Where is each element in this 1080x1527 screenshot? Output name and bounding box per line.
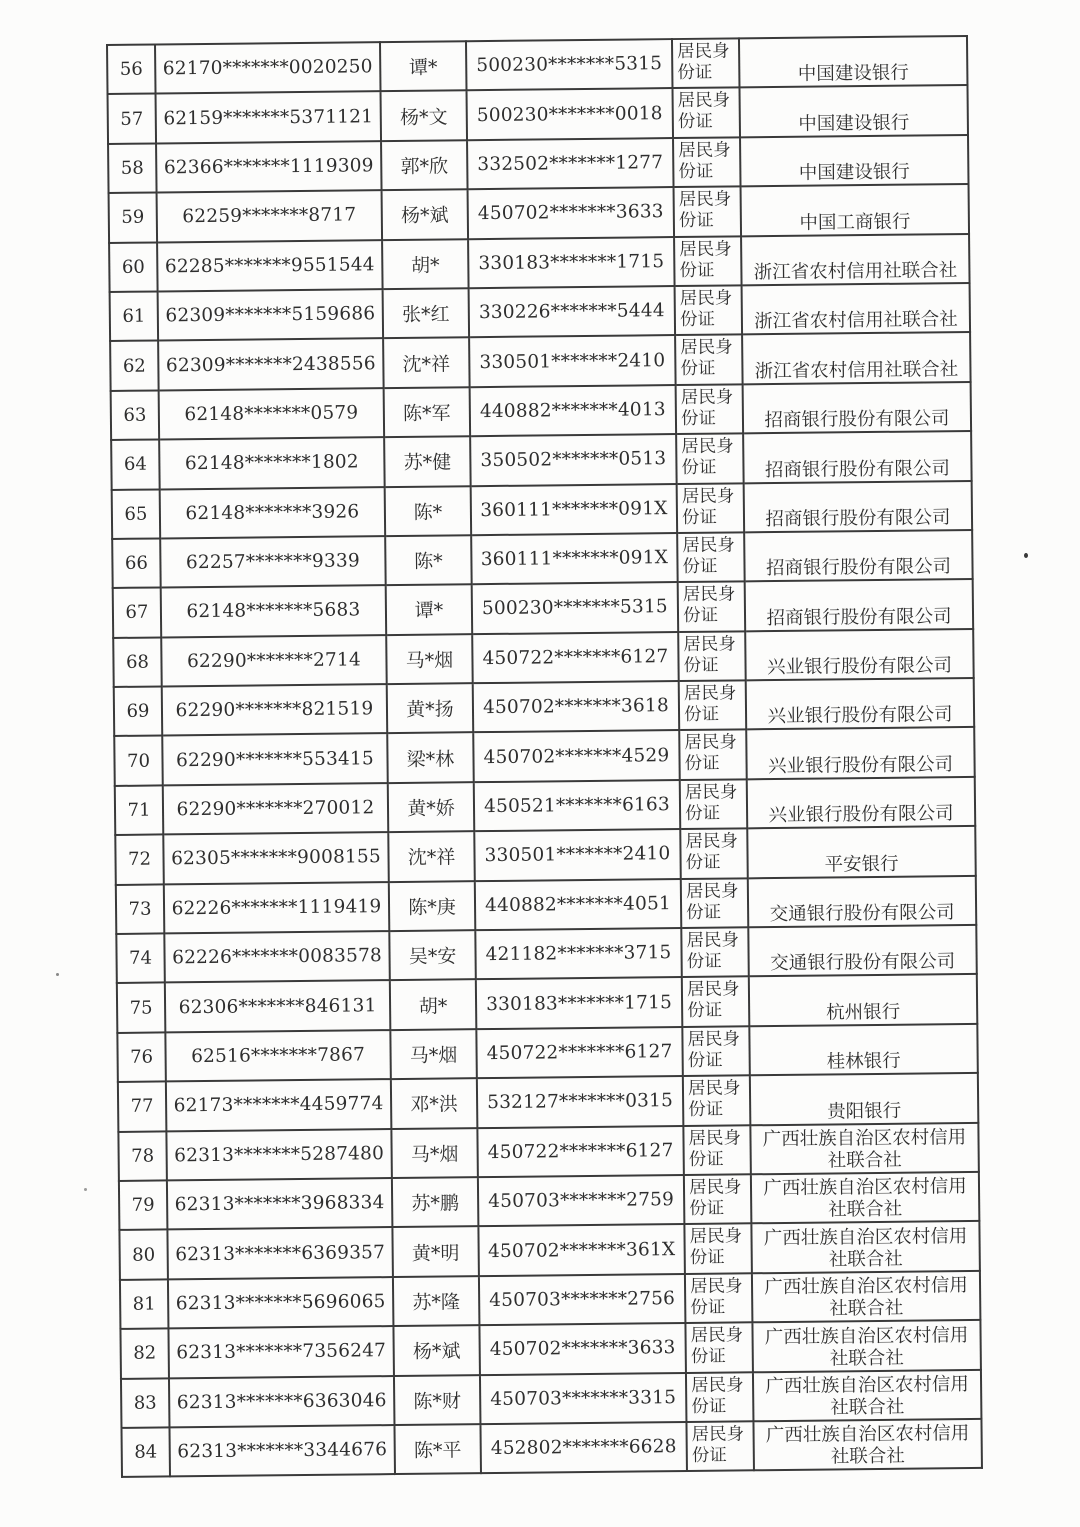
holder-name-cell: 陈*财 <box>394 1375 481 1425</box>
bank-name-cell <box>741 234 970 286</box>
bank-name-text: 广西壮族自治区农村信用社联合社 <box>763 1225 968 1271</box>
card-number-cell: 62290*******553415 <box>162 734 388 786</box>
table-row <box>116 925 976 983</box>
bank-name-cell <box>741 184 970 236</box>
id-number-cell: 500230*******5315 <box>472 582 679 634</box>
holder-name-cell: 苏*隆 <box>393 1276 480 1326</box>
row-number-cell: 63 <box>111 390 160 440</box>
row-number-cell: 79 <box>119 1180 168 1230</box>
card-number-cell: 62173*******4459774 <box>166 1079 392 1131</box>
id-number-cell: 332502*******1277 <box>467 138 674 190</box>
table-row <box>107 36 967 94</box>
id-type-cell: 居民身份证 <box>674 236 742 286</box>
id-number-cell: 450703*******2759 <box>478 1175 685 1227</box>
bank-name-cell <box>753 1369 982 1421</box>
id-type-cell: 居民身份证 <box>678 582 746 632</box>
card-number-cell: 62313*******3968334 <box>167 1178 393 1230</box>
bank-name-text: 兴业银行股份有限公司 <box>767 704 953 728</box>
id-type-cell: 居民身份证 <box>684 1174 752 1224</box>
bank-name-cell <box>745 579 974 631</box>
bank-name-cell <box>748 876 977 928</box>
table-row <box>120 1320 980 1378</box>
id-number-cell: 450722*******6127 <box>476 1027 683 1079</box>
card-number-cell: 62305*******9008155 <box>163 832 389 884</box>
row-number-cell: 58 <box>108 143 157 193</box>
holder-name-cell: 沈*祥 <box>388 831 475 881</box>
bank-name-text: 广西壮族自治区农村信用社联合社 <box>765 1373 969 1419</box>
table-row <box>121 1369 981 1427</box>
bank-name-text: 浙江省农村信用社联合社 <box>754 358 959 382</box>
id-type-cell: 居民身份证 <box>674 187 742 237</box>
bank-name-cell <box>743 382 972 434</box>
bank-name-text: 兴业银行股份有限公司 <box>766 655 953 679</box>
bank-name-cell <box>751 1221 980 1273</box>
card-number-cell: 62148*******1802 <box>159 437 385 489</box>
id-type-cell: 居民身份证 <box>683 1076 751 1126</box>
holder-name-cell: 谭* <box>386 584 473 634</box>
card-number-cell: 62309*******2438556 <box>158 338 384 390</box>
card-number-cell: 62148*******5683 <box>161 585 387 637</box>
table-row <box>118 1073 978 1131</box>
bank-name-text: 招商银行股份有限公司 <box>764 457 951 481</box>
card-number-cell: 62313*******3344676 <box>169 1425 395 1477</box>
row-number-cell: 73 <box>116 884 165 934</box>
bank-name-cell <box>739 85 968 137</box>
id-type-cell: 居民身份证 <box>679 680 747 730</box>
id-type-cell: 居民身份证 <box>675 285 743 335</box>
bank-name-cell <box>745 629 974 681</box>
card-number-cell: 62306*******846131 <box>165 981 391 1033</box>
bank-name-text: 交通银行股份有限公司 <box>770 951 956 975</box>
table-row <box>115 777 975 835</box>
card-number-cell: 62516*******7867 <box>165 1030 391 1082</box>
row-number-cell: 81 <box>120 1279 169 1329</box>
bank-name-text: 兴业银行股份有限公司 <box>768 803 954 827</box>
bank-name-text: 中国建设银行 <box>797 62 909 86</box>
holder-name-cell: 沈*祥 <box>383 338 470 388</box>
holder-name-cell: 梁*林 <box>387 733 474 783</box>
bank-name-cell <box>752 1320 981 1372</box>
id-number-cell: 330501*******2410 <box>469 335 676 387</box>
bank-name-text: 招商银行股份有限公司 <box>766 605 952 629</box>
holder-name-cell: 杨*文 <box>381 91 468 141</box>
id-type-cell: 居民身份证 <box>678 631 746 681</box>
holder-name-cell: 胡* <box>382 239 469 289</box>
card-number-cell: 62226*******1119419 <box>164 882 390 934</box>
bank-name-text: 广西壮族自治区农村信用社联合社 <box>764 1275 968 1320</box>
row-number-cell: 71 <box>115 785 164 835</box>
row-number-cell: 70 <box>114 736 163 786</box>
row-number-cell: 78 <box>118 1131 167 1181</box>
table-row <box>113 629 973 687</box>
id-type-cell: 居民身份证 <box>677 532 745 582</box>
bank-name-cell <box>746 678 975 730</box>
id-number-cell: 450702*******4529 <box>473 731 680 783</box>
table-row <box>109 184 969 242</box>
bank-name-cell <box>749 1024 978 1076</box>
id-number-cell: 360111*******091X <box>471 533 678 585</box>
id-type-cell: 居民身份证 <box>683 1125 751 1175</box>
holder-name-cell: 马*烟 <box>391 1128 478 1178</box>
card-number-cell: 62285*******9551544 <box>157 240 383 292</box>
row-number-cell: 82 <box>120 1329 169 1379</box>
id-number-cell: 450702*******3618 <box>473 681 680 733</box>
bank-name-text: 招商银行股份有限公司 <box>765 556 952 580</box>
id-type-cell: 居民身份证 <box>676 433 744 483</box>
card-number-cell: 62313*******5696065 <box>168 1277 394 1329</box>
id-type-cell: 居民身份证 <box>672 88 740 138</box>
holder-name-cell: 黄*明 <box>392 1227 479 1277</box>
id-type-cell: 居民身份证 <box>686 1372 754 1422</box>
table-row <box>110 283 970 341</box>
card-number-cell: 62259*******8717 <box>157 190 383 242</box>
card-number-cell: 62313*******6363046 <box>169 1376 395 1428</box>
card-number-cell: 62257*******9339 <box>160 536 386 588</box>
table-row <box>111 431 971 489</box>
id-number-cell: 421182*******3715 <box>475 928 682 980</box>
table-body <box>107 36 982 1477</box>
bank-name-cell <box>746 727 975 779</box>
bank-name-cell <box>740 135 969 187</box>
id-number-cell: 450722*******6127 <box>472 632 679 684</box>
bank-name-cell <box>742 283 971 335</box>
table-row <box>117 1024 977 1082</box>
bank-name-text: 浙江省农村信用社联合社 <box>754 309 958 333</box>
card-number-cell: 62226*******0083578 <box>164 931 390 983</box>
bank-name-text: 交通银行股份有限公司 <box>769 902 955 926</box>
row-number-cell: 65 <box>112 489 161 539</box>
table-row <box>115 826 975 884</box>
bank-name-cell <box>743 431 972 483</box>
bank-name-text: 浙江省农村信用社联合社 <box>753 260 958 284</box>
row-number-cell: 59 <box>109 193 158 243</box>
table-row <box>108 85 968 143</box>
row-number-cell: 60 <box>109 242 158 292</box>
holder-name-cell: 马*烟 <box>386 634 473 684</box>
table-row <box>119 1221 979 1279</box>
holder-name-cell: 张*红 <box>383 288 470 338</box>
id-number-cell: 360111*******091X <box>471 484 678 536</box>
id-type-cell: 居民身份证 <box>677 483 745 533</box>
id-type-cell: 居民身份证 <box>679 730 747 780</box>
card-number-cell: 62290*******821519 <box>162 684 388 736</box>
row-number-cell: 64 <box>111 440 160 490</box>
holder-name-cell: 郭*欣 <box>381 140 468 190</box>
row-number-cell: 62 <box>110 341 159 391</box>
bank-name-text: 中国建设银行 <box>798 112 910 135</box>
bank-name-text: 中国建设银行 <box>798 161 910 184</box>
holder-name-cell: 胡* <box>390 980 477 1030</box>
table-row <box>118 1123 978 1181</box>
id-type-cell: 居民身份证 <box>682 1026 750 1076</box>
holder-name-cell: 杨*斌 <box>393 1325 480 1375</box>
id-type-cell: 居民身份证 <box>682 977 750 1027</box>
holder-name-cell: 陈* <box>385 535 472 585</box>
card-number-cell: 62313*******7356247 <box>168 1326 394 1378</box>
id-type-cell: 居民身份证 <box>680 779 748 829</box>
row-number-cell: 74 <box>116 933 165 983</box>
table-row <box>114 727 974 785</box>
row-number-cell: 83 <box>121 1378 170 1428</box>
bank-name-cell <box>750 1073 979 1125</box>
table-row <box>111 382 971 440</box>
id-number-cell: 330226*******5444 <box>469 286 676 338</box>
bank-name-text: 广西壮族自治区农村信用社联合社 <box>765 1423 970 1468</box>
card-number-cell: 62290*******270012 <box>163 783 389 835</box>
bank-name-text: 兴业银行股份有限公司 <box>767 754 954 777</box>
id-number-cell: 500230*******0018 <box>467 88 674 140</box>
bank-name-cell <box>752 1271 981 1323</box>
bank-name-cell <box>742 332 971 384</box>
table-row <box>117 974 977 1032</box>
id-number-cell: 450702*******3633 <box>479 1323 686 1375</box>
id-type-cell: 居民身份证 <box>681 878 749 928</box>
id-type-cell: 居民身份证 <box>672 38 740 88</box>
id-number-cell: 450521*******6163 <box>474 780 681 832</box>
id-type-cell: 居民身份证 <box>686 1421 754 1471</box>
bank-name-cell <box>744 530 973 582</box>
holder-name-cell: 吴*安 <box>389 930 476 980</box>
bank-name-cell <box>744 480 973 532</box>
card-number-cell: 62148*******3926 <box>160 487 386 539</box>
id-number-cell: 440882*******4051 <box>475 879 682 931</box>
holder-name-cell: 苏*鹏 <box>392 1177 479 1227</box>
id-number-cell: 450722*******6127 <box>477 1126 684 1178</box>
id-type-cell: 居民身份证 <box>676 384 744 434</box>
row-number-cell: 66 <box>112 538 161 588</box>
row-number-cell: 69 <box>114 687 163 737</box>
id-number-cell: 500230*******5315 <box>466 39 673 91</box>
table-row <box>113 579 973 637</box>
bank-name-text: 平安银行 <box>824 853 899 876</box>
bank-name-cell <box>753 1419 982 1471</box>
holder-name-cell: 苏*健 <box>384 436 471 486</box>
table-row <box>112 480 972 538</box>
scan-speck <box>56 973 59 976</box>
holder-name-cell: 黄*扬 <box>387 683 474 733</box>
table-row <box>120 1271 980 1329</box>
holder-name-cell: 马*烟 <box>390 1029 477 1079</box>
bank-name-cell <box>739 36 968 88</box>
card-number-cell: 62290*******2714 <box>161 635 387 687</box>
row-number-cell: 61 <box>110 291 159 341</box>
bank-name-text: 中国工商银行 <box>799 211 911 234</box>
id-type-cell: 居民身份证 <box>684 1224 752 1274</box>
bank-name-cell <box>747 777 976 829</box>
card-number-cell: 62148*******0579 <box>159 388 385 440</box>
holder-name-cell: 谭* <box>380 41 467 91</box>
id-number-cell: 450702*******3633 <box>468 187 675 239</box>
bank-name-text: 杭州银行 <box>826 1001 901 1024</box>
bank-name-cell <box>749 974 978 1026</box>
row-number-cell: 77 <box>118 1082 167 1132</box>
table-row <box>121 1419 981 1477</box>
holder-name-cell: 黄*娇 <box>388 782 475 832</box>
bank-name-cell <box>748 925 977 977</box>
holder-name-cell: 陈* <box>385 486 472 536</box>
card-number-cell: 62159*******5371121 <box>156 92 382 144</box>
bank-name-cell <box>747 826 976 878</box>
row-number-cell: 57 <box>108 94 157 144</box>
row-number-cell: 72 <box>115 835 164 885</box>
bank-name-text: 广西壮族自治区农村信用社联合社 <box>762 1127 967 1172</box>
card-number-cell: 62309*******5159686 <box>158 289 384 341</box>
holder-name-cell: 陈*平 <box>394 1424 481 1474</box>
id-number-cell: 450703*******3315 <box>480 1373 687 1425</box>
card-number-cell: 62313*******5287480 <box>166 1129 392 1181</box>
bank-name-text: 广西壮族自治区农村信用社联合社 <box>763 1176 967 1221</box>
id-number-cell: 450702*******361X <box>478 1224 685 1276</box>
holder-name-cell: 杨*斌 <box>382 189 469 239</box>
row-number-cell: 76 <box>117 1032 166 1082</box>
row-number-cell: 75 <box>117 983 166 1033</box>
id-number-cell: 350502*******0513 <box>470 434 677 486</box>
id-type-cell: 居民身份证 <box>685 1322 753 1372</box>
row-number-cell: 84 <box>121 1427 170 1477</box>
table-row <box>119 1172 979 1230</box>
bank-name-text: 招商银行股份有限公司 <box>764 408 950 432</box>
id-number-cell: 330183*******1715 <box>476 977 683 1029</box>
scan-speck <box>1024 553 1028 558</box>
row-number-cell: 80 <box>119 1230 168 1280</box>
table-row <box>108 135 968 193</box>
id-number-cell: 440882*******4013 <box>470 385 677 437</box>
card-number-cell: 62313*******6369357 <box>167 1227 393 1279</box>
id-type-cell: 居民身份证 <box>685 1273 753 1323</box>
id-type-cell: 居民身份证 <box>681 927 749 977</box>
id-type-cell: 居民身份证 <box>675 335 743 385</box>
table-row <box>114 678 974 736</box>
row-number-cell: 67 <box>113 588 162 638</box>
card-number-cell: 62366*******1119309 <box>156 141 382 193</box>
holder-name-cell: 陈*庚 <box>389 881 476 931</box>
id-number-cell: 452802*******6628 <box>480 1422 687 1474</box>
holder-name-cell: 陈*军 <box>384 387 471 437</box>
table-row <box>110 332 970 390</box>
row-number-cell: 56 <box>107 44 156 94</box>
row-number-cell: 68 <box>113 637 162 687</box>
bank-name-text: 招商银行股份有限公司 <box>765 507 951 531</box>
card-number-cell: 62170*******0020250 <box>155 42 381 94</box>
id-number-cell: 532127*******0315 <box>477 1076 684 1128</box>
id-number-cell: 330183*******1715 <box>468 237 675 289</box>
holder-name-cell: 邓*洪 <box>391 1078 478 1128</box>
id-number-cell: 450703*******2756 <box>479 1274 686 1326</box>
scan-speck <box>84 1188 87 1191</box>
bank-name-text: 贵阳银行 <box>827 1100 902 1123</box>
table-row <box>109 234 969 292</box>
account-list-table <box>106 35 983 1478</box>
table-row <box>112 530 972 588</box>
bank-name-text: 桂林银行 <box>826 1050 901 1073</box>
table-row <box>116 876 976 934</box>
bank-name-text: 广西壮族自治区农村信用社联合社 <box>764 1324 969 1370</box>
bank-name-cell <box>751 1172 980 1224</box>
bank-name-cell <box>750 1123 979 1175</box>
id-type-cell: 居民身份证 <box>673 137 741 187</box>
id-number-cell: 330501*******2410 <box>474 829 681 881</box>
id-type-cell: 居民身份证 <box>680 829 748 879</box>
